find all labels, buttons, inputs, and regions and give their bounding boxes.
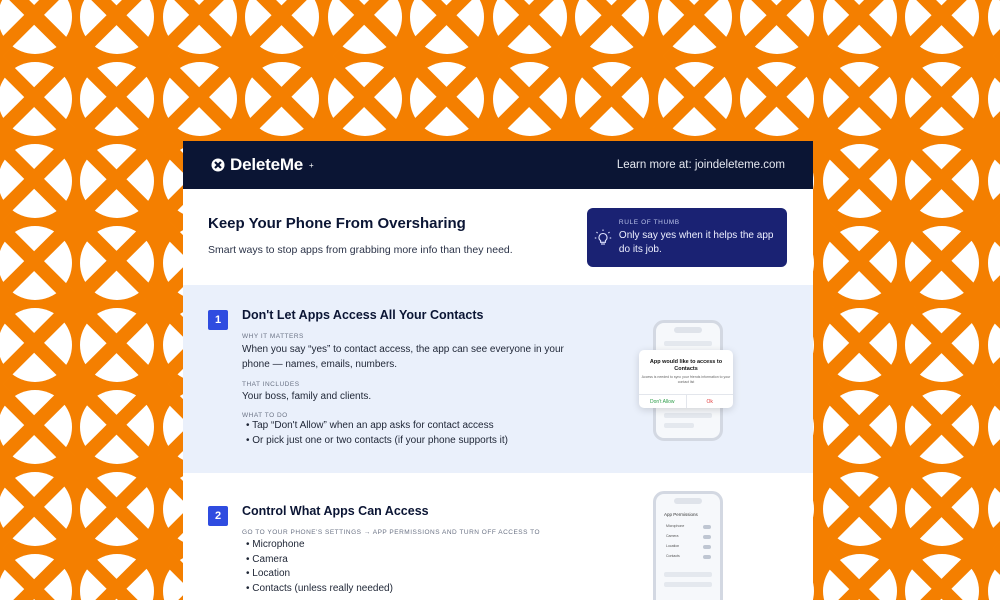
page-title: Keep Your Phone From Oversharing [208, 215, 466, 232]
permission-row [666, 524, 711, 532]
why-label: WHY IT MATTERS [242, 333, 304, 340]
permission-item: • Camera [246, 554, 288, 565]
permission-row-label: Camera [666, 534, 679, 538]
intro-section [183, 189, 813, 285]
todo-label: WHAT TO DO [242, 412, 288, 419]
brand-mark: + [309, 160, 314, 170]
why-text: When you say “yes” to contact access, the app can see everyone in your phone — names, emails, numbers. [242, 344, 564, 370]
section-contacts [183, 285, 813, 473]
toggle-switch[interactable] [703, 545, 711, 549]
dialog-title: App would like to access to Contacts [649, 359, 723, 372]
section-number: 1 [208, 310, 228, 330]
todo-item: • Tap “Don't Allow” when an app asks for contact access [246, 420, 494, 431]
phone-notch [674, 498, 702, 504]
todo-item: • Or pick just one or two contacts (if your phone supports it) [246, 435, 508, 446]
ok-button[interactable]: Ok [706, 398, 713, 405]
permission-row [666, 554, 711, 562]
section-permissions [183, 473, 813, 600]
permission-row [666, 534, 711, 542]
learn-more-link[interactable]: Learn more at: joindeleteme.com [616, 159, 785, 171]
dialog-subtitle: Access is needed to sync your friends information to your contact list [641, 375, 731, 384]
toggle-switch[interactable] [703, 535, 711, 539]
dont-allow-button[interactable]: Don't Allow [639, 395, 687, 408]
info-sheet [183, 141, 813, 600]
toggle-switch[interactable] [703, 525, 711, 529]
header-bar [183, 141, 813, 189]
rule-of-thumb-callout [587, 208, 787, 267]
instructions-label: GO TO YOUR PHONE'S SETTINGS → APP PERMISSIONS AND TURN OFF ACCESS TO [242, 529, 541, 536]
phone-placeholder-line [664, 423, 694, 428]
permission-item: • Contacts (unless really needed) [246, 583, 393, 594]
todo-item-text: Or pick just one or two contacts (if your phone supports it) [252, 435, 508, 446]
toggle-switch[interactable] [703, 555, 711, 559]
rule-of-thumb-label: RULE OF THUMB [618, 218, 680, 226]
phone-placeholder-line [664, 341, 712, 346]
section-title: Control What Apps Can Access [242, 504, 429, 518]
lightbulb-icon [593, 228, 613, 248]
brand-logo [211, 155, 314, 175]
permission-item-text: Camera [252, 554, 288, 565]
permission-row-label: Location [666, 544, 680, 548]
phone-settings-illustration [653, 491, 723, 600]
permission-row [666, 544, 711, 552]
phone-placeholder-line [664, 582, 712, 587]
page-subtitle: Smart ways to stop apps from grabbing more info than they need. [208, 244, 513, 256]
brand-name: DeleteMe [230, 155, 304, 174]
todo-item-text: Tap “Don't Allow” when an app asks for contact access [252, 420, 494, 431]
permission-item-text: Location [252, 568, 291, 579]
permission-row-label: Contacts [666, 554, 680, 558]
permission-dialog [639, 350, 733, 408]
section-title: Don't Let Apps Access All Your Contacts [242, 308, 484, 322]
deleteme-logo-icon [211, 158, 225, 172]
permission-item: • Microphone [246, 539, 305, 550]
section-number: 2 [208, 506, 228, 526]
includes-label: THAT INCLUDES [242, 381, 300, 388]
includes-text: Your boss, family and clients. [242, 391, 372, 402]
permission-item: • Location [246, 568, 291, 579]
permission-item-text: Contacts (unless really needed) [252, 583, 393, 594]
phone-placeholder-line [664, 572, 712, 577]
phone-screen-title: App Permissions [664, 512, 698, 517]
phone-notch [674, 327, 702, 333]
permission-item-text: Microphone [252, 539, 305, 550]
rule-of-thumb-text: Only say yes when it helps the app do its job. [618, 229, 774, 255]
phone-placeholder-line [664, 413, 712, 418]
permission-row-label: Microphone [666, 524, 685, 528]
